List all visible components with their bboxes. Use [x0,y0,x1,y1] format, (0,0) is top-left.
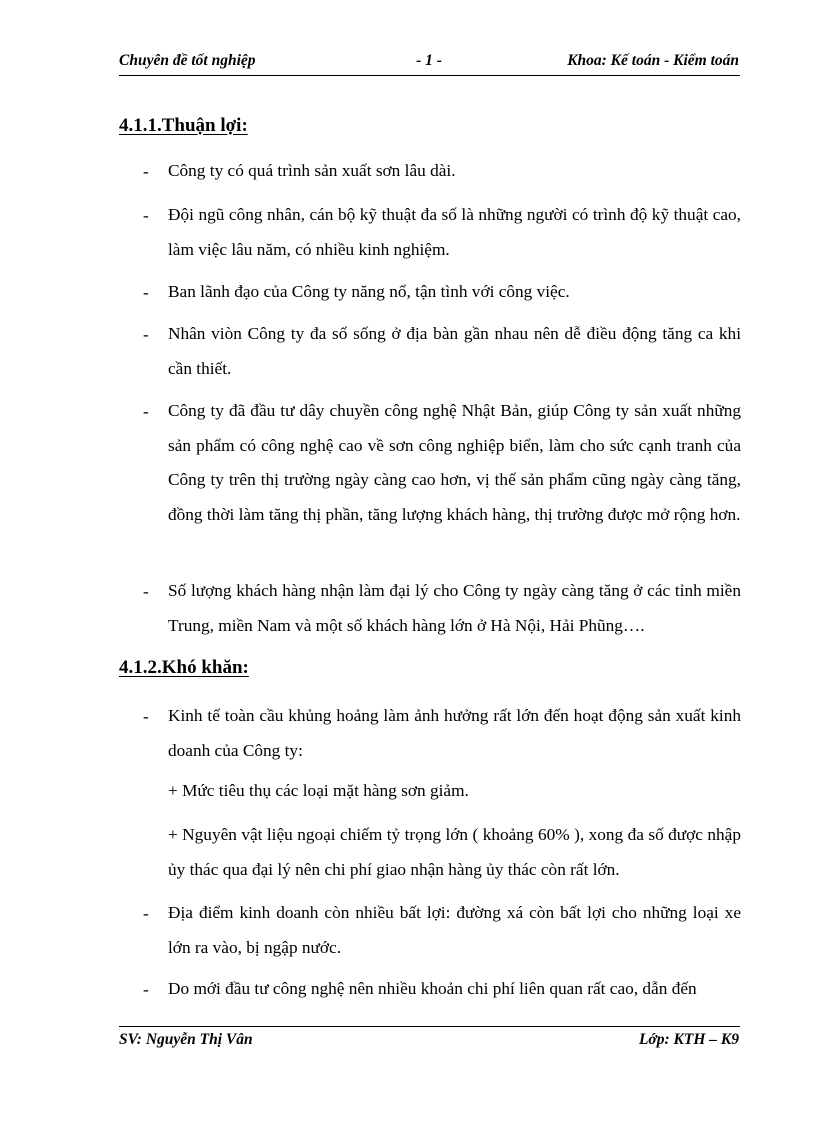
bullet-dash: - [143,325,149,344]
bullet-dash: - [143,402,149,421]
footer-student-name: SV: Nguyễn Thị Vân [119,1031,253,1048]
bullet-dash: - [143,904,149,923]
list-item-text: Công ty đã đầu tư dây chuyền công nghệ Nhật Bản, giúp Công ty sản xuất những sản phẩm có công nghệ cao về sơn công nghiệp biển, làm cho sức cạnh tranh của Công ty trên thị trường ngày càng cao hơn, vị thế sản phẩm cũng ngày càng tăng, đồng thời làm tăng thị phần, tăng lượng khách hàng, thị trường được mở rộng hơn. [168,401,741,524]
header-faculty: Khoa: Kế toán - Kiểm toán [567,52,739,69]
sub-list-item: + Mức tiêu thụ các loại mặt hàng sơn giảm. [168,781,469,800]
section-heading-advantages: 4.1.1.Thuận lợi: [119,115,248,136]
bullet-dash: - [143,283,149,302]
bullet-dash: - [143,206,149,225]
list-item-text: Địa điểm kinh doanh còn nhiều bất lợi: đường xá còn bất lợi cho những loại xe lớn ra vào, bị ngập nước. [168,903,741,957]
header-page-number: - 1 - [416,52,442,69]
bullet-dash: - [143,980,149,999]
list-item-text: Nhân viòn Công ty đa số sống ở địa bàn gần nhau nên dễ điều động tăng ca khi cần thiết. [168,324,741,378]
footer-divider [119,1026,740,1027]
list-item-text: Số lượng khách hàng nhận làm đại lý cho Công ty ngày càng tăng ở các tỉnh miền Trung, miền Nam và một số khách hàng lớn ở Hà Nội, Hải Phũng…. [168,581,741,635]
list-item-text: Ban lãnh đạo của Công ty năng nổ, tận tình với công việc. [168,282,570,301]
bullet-dash: - [143,582,149,601]
footer-class: Lớp: KTH – K9 [638,1031,739,1048]
list-item-text: Kinh tế toàn cầu khủng hoảng làm ảnh hưởng rất lớn đến hoạt động sản xuất kinh doanh của Công ty: [168,706,741,760]
page-header [119,52,739,74]
bullet-dash: - [143,707,149,726]
list-item-text: Do mới đầu tư công nghệ nên nhiều khoản chi phí liên quan rất cao, dẫn đến [168,979,697,998]
page-footer [119,1031,739,1053]
header-divider [119,75,740,76]
list-item-text: Công ty có quá trình sản xuất sơn lâu dài. [168,161,456,180]
sub-list-item: + Nguyên vật liệu ngoại chiếm tỷ trọng lớn ( khoảng 60% ), xong đa số được nhập ủy thác qua đại lý nên chi phí giao nhận hàng ủy thác còn rất lớn. [168,825,741,879]
section-heading-difficulties: 4.1.2.Khó khăn: [119,657,249,678]
header-thesis-title: Chuyên đề tốt nghiệp [119,52,256,69]
bullet-dash: - [143,162,149,181]
list-item-text: Đội ngũ công nhân, cán bộ kỹ thuật đa số là những người có trình độ kỹ thuật cao, làm việc lâu năm, có nhiều kinh nghiệm. [168,205,741,259]
